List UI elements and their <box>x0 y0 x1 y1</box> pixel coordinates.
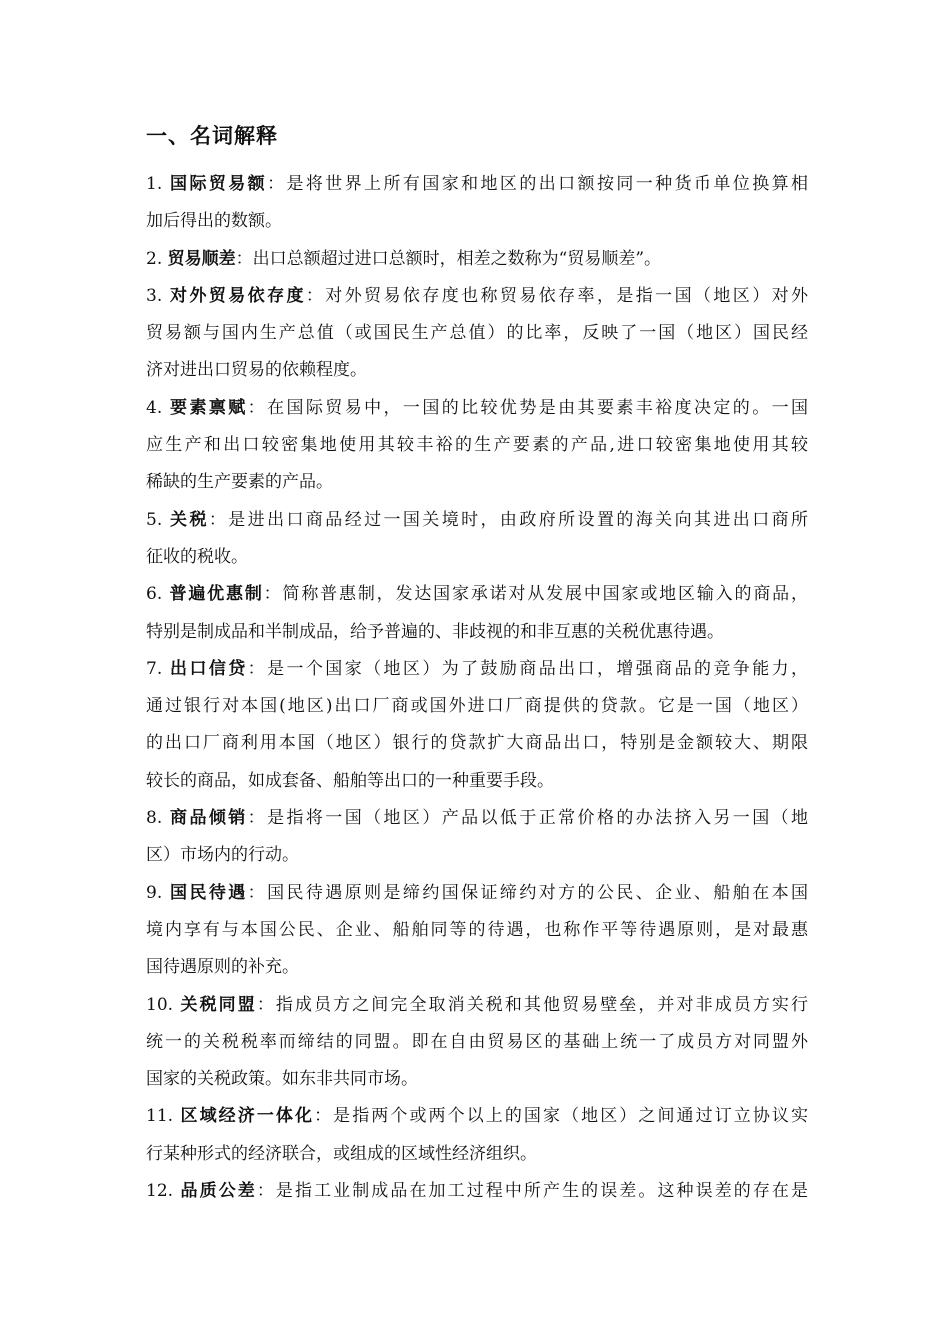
entry-number: 4. <box>146 397 163 418</box>
definition-line <box>146 1061 808 1098</box>
definition-text: ：是将世界上所有国家和地区的出口额按同一种货币单位换算相 <box>267 174 808 194</box>
entry-term: 贸易顺差 <box>167 248 236 269</box>
entry-number: 12. <box>146 1181 174 1202</box>
section-title: 一、名词解释 <box>146 124 278 148</box>
definition-line <box>146 166 808 203</box>
entry-number: 7. <box>146 658 163 679</box>
definition-line <box>146 875 808 912</box>
definition-text: 稀缺的生产要素的产品。 <box>146 472 333 493</box>
definition-text: ：国民待遇原则是缔约国保证缔约对方的公民、企业、船舶在本国 <box>247 882 808 903</box>
entry-number: 3. <box>146 285 163 306</box>
definition-entry <box>146 241 808 278</box>
definition-line <box>146 352 808 389</box>
definition-text: 统一的关税税率而缔结的同盟。即在自由贸易区的基础上统一了成员方对同盟外 <box>146 1031 808 1052</box>
definition-line <box>146 1024 808 1061</box>
entry-term: 区域经济一体化 <box>180 1106 315 1127</box>
definition-text: 征收的税收。 <box>146 546 248 567</box>
definition-line <box>146 576 808 613</box>
entry-term: 对外贸易依存度 <box>170 285 306 306</box>
definition-line <box>146 1136 808 1173</box>
definition-line <box>146 203 808 240</box>
entry-number: 6. <box>146 584 163 605</box>
definition-text: 特别是制成品和半制成品，给予普遍的、非歧视的和非互惠的关税优惠待遇。 <box>146 621 724 642</box>
definition-text: 国家的关税政策。如东非共同市场。 <box>146 1069 418 1090</box>
definition-text: ：在国际贸易中，一国的比较优势是由其要素丰裕度决定的。一国 <box>247 397 808 418</box>
definition-text: 境内享有与本国公民、企业、船舶同等的待遇，也称作平等待遇原则，是对最惠 <box>146 919 808 940</box>
definition-line <box>146 427 808 464</box>
definition-text: ：是进出口商品经过一国关境时，由政府所设置的海关向其进出口商所 <box>208 509 808 530</box>
entry-term: 出口信贷 <box>170 658 248 679</box>
definition-entry <box>146 1098 808 1173</box>
definition-entry <box>146 390 808 502</box>
entry-number: 10. <box>146 994 174 1015</box>
definition-text: 行某种形式的经济联合，或组成的区域性经济组织。 <box>146 1143 537 1164</box>
definition-entry <box>146 800 808 875</box>
entry-number: 2. <box>146 248 163 269</box>
entry-term: 国际贸易额 <box>170 174 268 194</box>
entry-term: 普遍优惠制 <box>169 584 264 605</box>
definition-entry <box>146 651 808 800</box>
definition-text: ：指成员方之间完全取消关税和其他贸易壁垒，并对非成员方实行 <box>256 994 808 1015</box>
definition-line <box>146 278 808 315</box>
definition-text: ：是指两个或两个以上的国家（地区）之间通过订立协议实 <box>314 1106 808 1127</box>
definition-text: ：对外贸易依存度也称贸易依存率，是指一国（地区）对外 <box>305 285 808 306</box>
definition-text: 的出口厂商利用本国（地区）银行的贷款扩大商品出口，特别是金额较大、期限 <box>146 733 808 754</box>
definition-line <box>146 763 808 800</box>
definition-line <box>146 987 808 1024</box>
entry-number: 5. <box>146 509 163 530</box>
definition-line <box>146 949 808 986</box>
definition-entry <box>146 1173 808 1210</box>
definition-line <box>146 464 808 501</box>
term-definition-list <box>146 166 808 1210</box>
definition-line <box>146 1173 808 1210</box>
entry-number: 8. <box>146 808 163 829</box>
definition-line <box>146 912 808 949</box>
definition-text: 贸易额与国内生产总值（或国民生产总值）的比率，反映了一国（地区）国民经 <box>146 323 808 344</box>
definition-text: 加后得出的数额。 <box>146 211 282 232</box>
definition-entry <box>146 278 808 390</box>
definition-line <box>146 241 808 278</box>
definition-text: 较长的商品，如成套备、船舶等出口的一种重要手段。 <box>146 770 554 791</box>
entry-term: 要素禀赋 <box>170 397 248 418</box>
entry-term: 关税 <box>170 509 209 530</box>
entry-term: 关税同盟 <box>180 994 257 1015</box>
entry-term: 品质公差 <box>180 1181 257 1202</box>
definition-line <box>146 315 808 352</box>
definition-entry <box>146 875 808 987</box>
definition-text: ：简称普惠制，发达国家承诺对从发展中国家或地区输入的商品， <box>263 584 808 605</box>
definition-text: ：是指将一国（地区）产品以低于正常价格的办法挤入另一国（地 <box>247 808 808 829</box>
definition-text: 国待遇原则的补充。 <box>146 957 299 978</box>
definition-line <box>146 539 808 576</box>
definition-entry <box>146 987 808 1099</box>
definition-text: ：是一个国家（地区）为了鼓励商品出口，增强商品的竞争能力， <box>247 658 808 679</box>
definition-line <box>146 651 808 688</box>
definition-line <box>146 688 808 725</box>
definition-line <box>146 800 808 837</box>
definition-text: 应生产和出口较密集地使用其较丰裕的生产要素的产品,进口较密集地使用其较 <box>146 435 808 456</box>
definition-line <box>146 725 808 762</box>
definition-entry <box>146 576 808 651</box>
definition-text: 济对进出口贸易的依赖程度。 <box>146 360 367 381</box>
definition-line <box>146 837 808 874</box>
definition-text: ：是指工业制成品在加工过程中所产生的误差。这种误差的存在是 <box>256 1181 808 1202</box>
definition-text: ：出口总额超过进口总额时，相差之数称为“贸易顺差”。 <box>235 248 662 269</box>
entry-number: 1. <box>146 174 163 194</box>
entry-term: 国民待遇 <box>170 882 248 903</box>
definition-text: 区）市场内的行动。 <box>146 845 299 866</box>
entry-term: 商品倾销 <box>170 808 248 829</box>
definition-line <box>146 1098 808 1135</box>
definition-line <box>146 502 808 539</box>
definition-entry <box>146 166 808 241</box>
definition-line <box>146 390 808 427</box>
entry-number: 9. <box>146 882 163 903</box>
definition-entry <box>146 502 808 577</box>
entry-number: 11. <box>146 1106 174 1127</box>
definition-text: 通过银行对本国(地区)出口厂商或国外进口厂商提供的贷款。它是一国（地区） <box>146 696 808 717</box>
definition-line <box>146 614 808 651</box>
